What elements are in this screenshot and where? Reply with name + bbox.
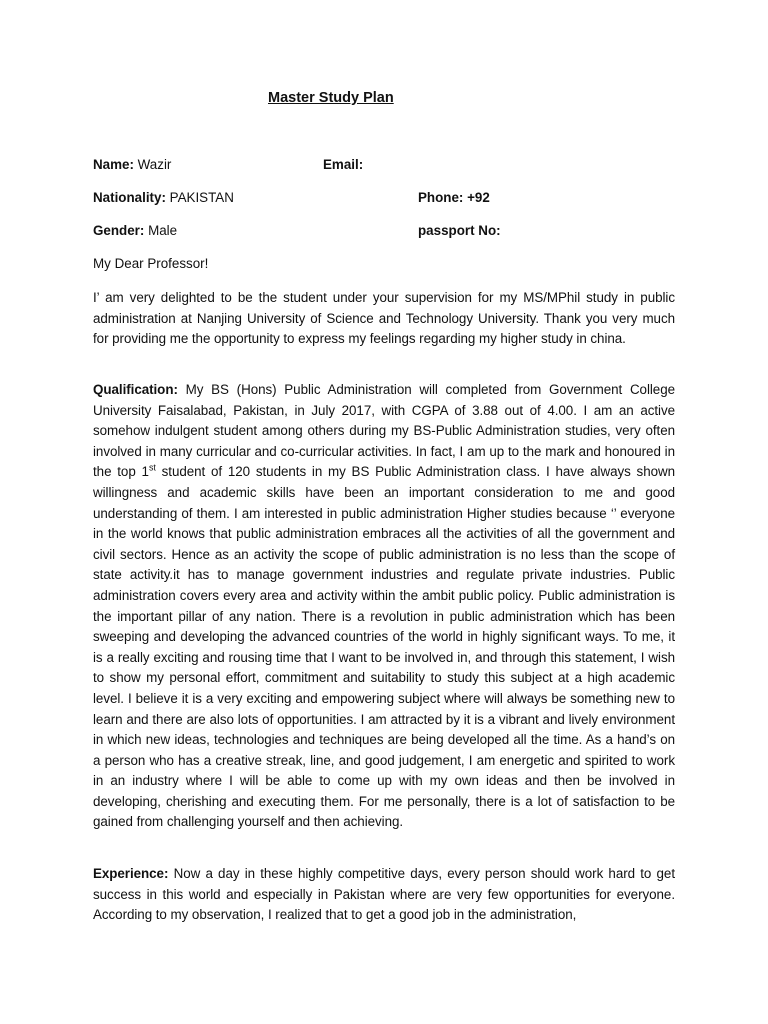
gender-label: Gender: <box>93 223 145 238</box>
email-label: Email: <box>323 157 364 172</box>
qualification-text-a: My BS (Hons) Public Administration will completed from Government College University Faisalabad, Pakistan, in July 2017, with CGPA of 3.88 out of 4.00. I am an active somehow indulgent student among others during my BS-Public Administration studies, very often involved in many curricular and co-curricular activities. In fact, I am up to the mark and honoured in the top 1 <box>93 382 675 480</box>
qualification-label: Qualification: <box>93 382 178 397</box>
experience-label: Experience: <box>93 866 169 881</box>
nationality-label: Nationality: <box>93 190 166 205</box>
phone-field <box>418 190 490 205</box>
passport-field <box>418 223 501 238</box>
experience-text: Now a day in these highly competitive days, every person should work hard to get success in this world and especially in Pakistan where are very few opportunities for everyone. According to my observation, I realized that to get a good job in the administration, <box>93 866 675 923</box>
greeting: My Dear Professor! <box>93 256 209 271</box>
name-value: Wazir <box>133 157 172 172</box>
qualification-text-b: student of 120 students in my BS Public Administration class. I have always shown willingness and academic skills have been an important consideration to me and good understanding of them. I am interested in public administration Higher studies because ‘’ everyone in the world knows that public administration embraces all the activities of all the government and civil sectors. Hence as an activity the scope of public administration is no less than the scope of state activity.it has to manage government industries and regulate private industries. Public administration covers every area and activity within the ambit public policy. Public administration is the important pillar of any nation. There is a revolution in public administration which has been sweeping and developing the advanced countries of the world in highly significant ways. To me, it is a really exciting and rousing time that I want to be involved in, and through this statement, I wish to show my personal effort, commitment and suitability to study this subject at a high academic level. I believe it is a very exciting and empowering subject where will always be something new to learn and there are also lots of opportunities. I am attracted by it is a vibrant and lively environment in which new ideas, technologies and techniques are being developed all the time. As a hand’s on a person who has a creative streak, line, and good judgement, I am energetic and spirited to work in an industry where I will be able to come up with my own ideas and then be involved in developing, cherishing and executing them. For me personally, there is a lot of satisfaction to be gained from challenging yourself and then achieving. <box>93 464 676 830</box>
nationality-value: PAKISTAN <box>165 190 234 205</box>
document-title: Master Study Plan <box>268 90 394 106</box>
phone-label: Phone: +92 <box>418 190 490 205</box>
intro-paragraph: I’ am very delighted to be the student under your supervision for my MS/MPhil study in public administration at Nanjing University of Science and Technology University. Thank you very much for providing me the opportunity to express my feelings regarding my higher study in china. <box>93 290 675 347</box>
gender-field <box>93 223 177 238</box>
gender-value: Male <box>144 223 178 238</box>
experience-paragraph <box>93 864 675 926</box>
name-label: Name: <box>93 157 134 172</box>
passport-label: passport No: <box>418 223 501 238</box>
email-field <box>323 157 363 172</box>
nationality-field <box>93 190 234 205</box>
name-field <box>93 157 171 172</box>
ordinal-superscript: st <box>148 462 156 473</box>
qualification-paragraph <box>93 380 675 833</box>
